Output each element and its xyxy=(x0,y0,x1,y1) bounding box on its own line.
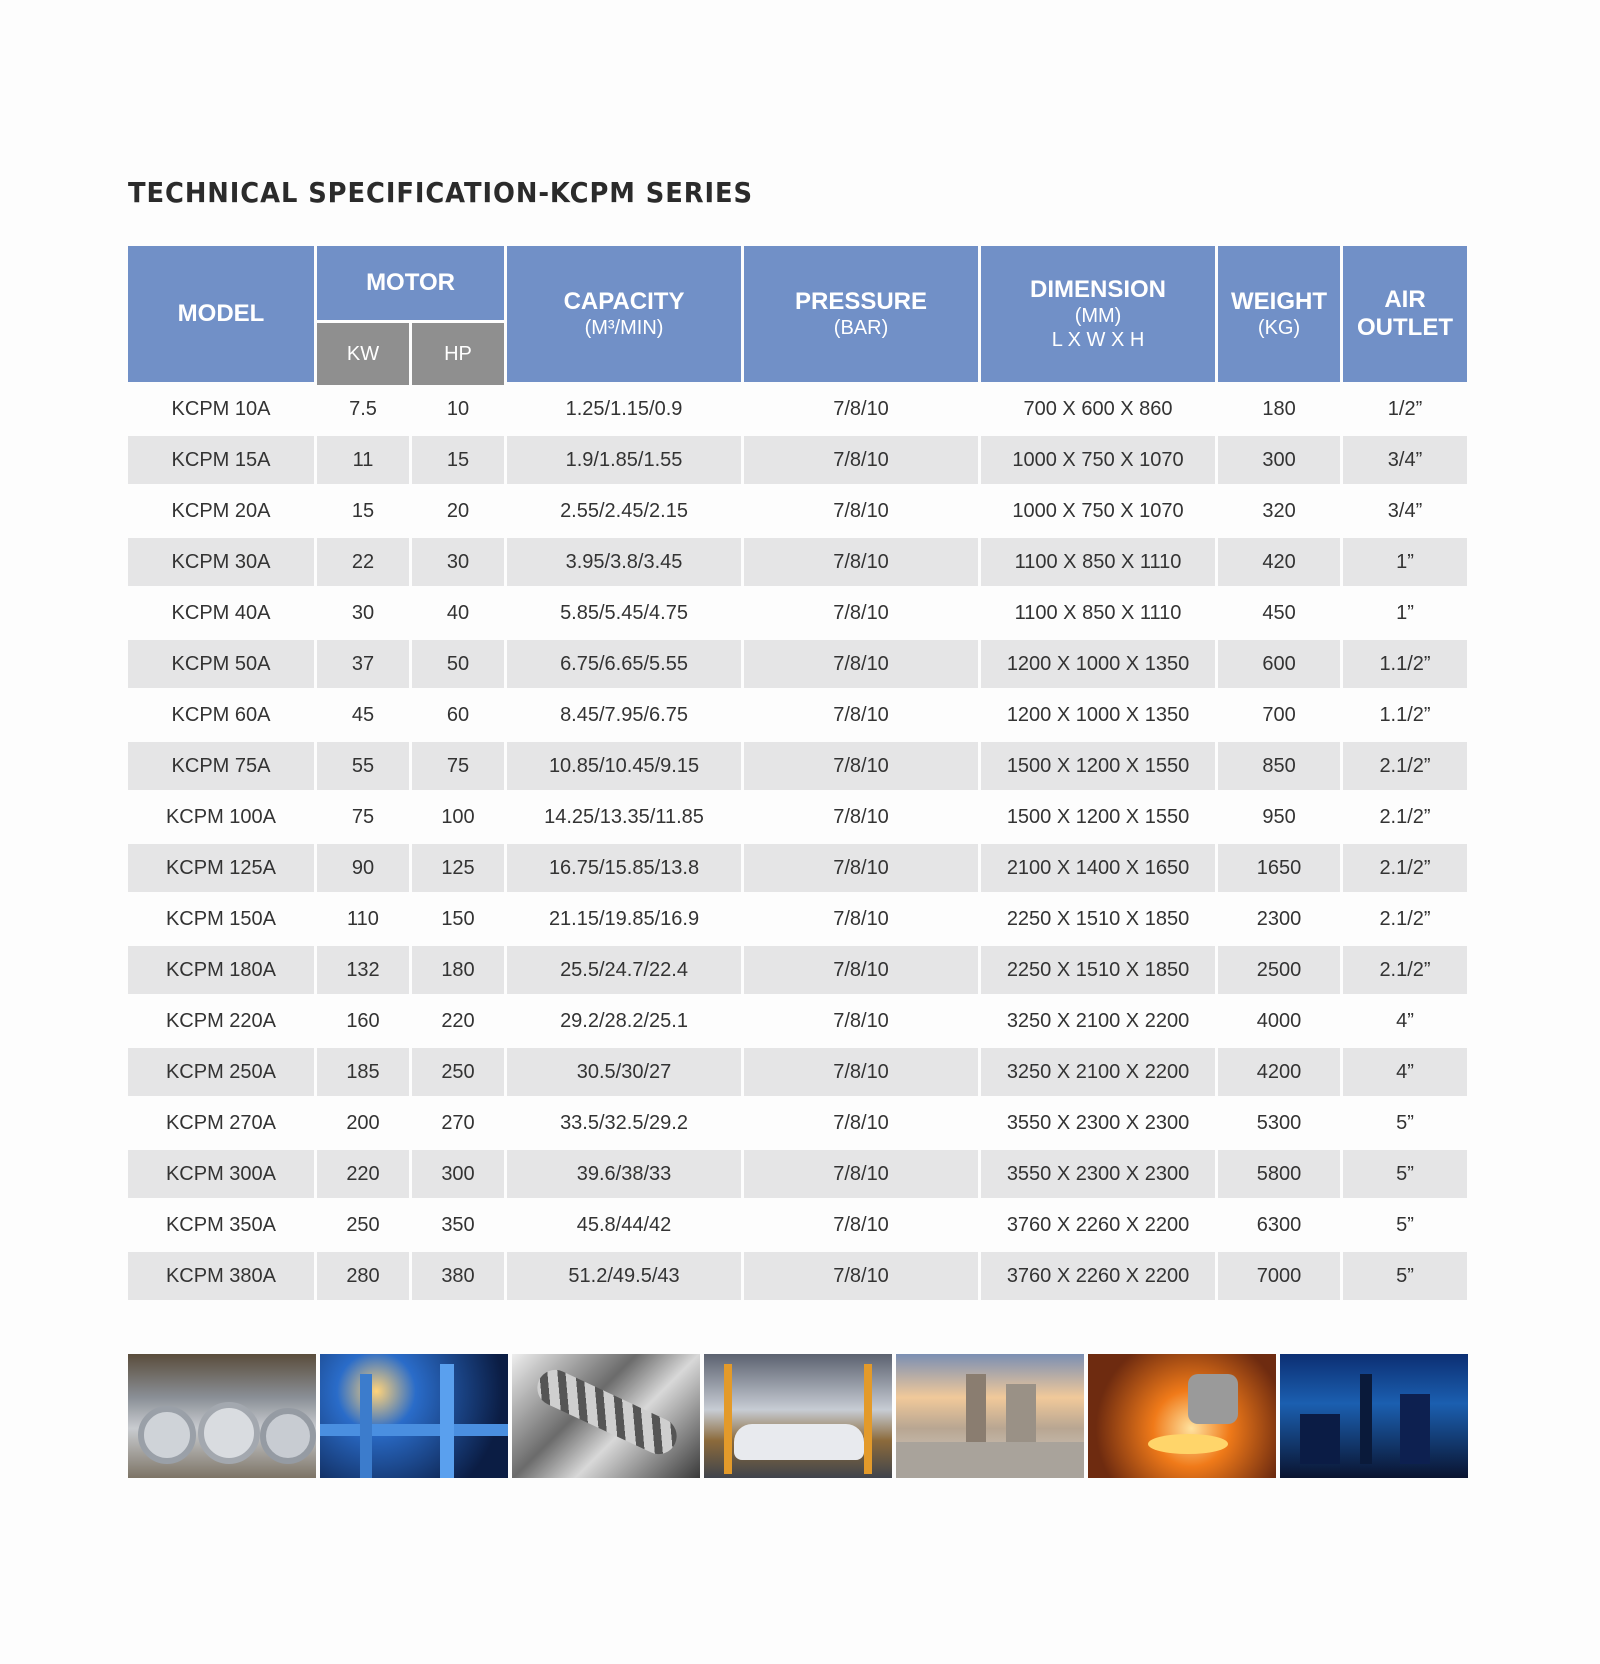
cell-hp: 270 xyxy=(412,1099,504,1150)
cell-hp: 60 xyxy=(412,691,504,742)
cell-pressure: 7/8/10 xyxy=(744,436,978,487)
cell-dimension: 3760 X 2260 X 2200 xyxy=(981,1252,1215,1303)
cell-capacity: 5.85/5.45/4.75 xyxy=(507,589,741,640)
cell-capacity: 33.5/32.5/29.2 xyxy=(507,1099,741,1150)
cell-model: KCPM 350A xyxy=(128,1201,314,1252)
cell-hp: 30 xyxy=(412,538,504,589)
cell-hp: 75 xyxy=(412,742,504,793)
cell-hp: 220 xyxy=(412,997,504,1048)
cell-weight: 950 xyxy=(1218,793,1340,844)
cell-air-outlet: 1” xyxy=(1343,589,1467,640)
cell-weight: 5800 xyxy=(1218,1150,1340,1201)
cell-hp: 40 xyxy=(412,589,504,640)
header-outlet-label: OUTLET xyxy=(1357,314,1454,341)
header-pressure-label: PRESSURE xyxy=(794,288,928,315)
header-weight-label: WEIGHT xyxy=(1231,288,1328,315)
cell-dimension: 3550 X 2300 X 2300 xyxy=(981,1099,1215,1150)
steel-coils-photo xyxy=(128,1354,316,1478)
table-row xyxy=(128,487,1467,538)
table-row xyxy=(128,895,1467,946)
cell-dimension: 1100 X 850 X 1110 xyxy=(981,538,1215,589)
cell-model: KCPM 125A xyxy=(128,844,314,895)
cell-capacity: 2.55/2.45/2.15 xyxy=(507,487,741,538)
cell-model: KCPM 15A xyxy=(128,436,314,487)
table-row xyxy=(128,589,1467,640)
cell-hp: 10 xyxy=(412,385,504,436)
cell-model: KCPM 270A xyxy=(128,1099,314,1150)
cell-capacity: 29.2/28.2/25.1 xyxy=(507,997,741,1048)
cell-kw: 110 xyxy=(317,895,409,946)
cell-pressure: 7/8/10 xyxy=(744,487,978,538)
cell-air-outlet: 1” xyxy=(1343,538,1467,589)
cell-dimension: 3550 X 2300 X 2300 xyxy=(981,1150,1215,1201)
cell-model: KCPM 150A xyxy=(128,895,314,946)
table-row xyxy=(128,793,1467,844)
header-capacity xyxy=(507,246,741,385)
cell-air-outlet: 2.1/2” xyxy=(1343,844,1467,895)
cell-capacity: 30.5/30/27 xyxy=(507,1048,741,1099)
cell-model: KCPM 300A xyxy=(128,1150,314,1201)
cell-weight: 600 xyxy=(1218,640,1340,691)
table-row xyxy=(128,844,1467,895)
cell-dimension: 700 X 600 X 860 xyxy=(981,385,1215,436)
cement-plant-photo xyxy=(896,1354,1084,1478)
screw-rotor-photo xyxy=(512,1354,700,1478)
cell-kw: 7.5 xyxy=(317,385,409,436)
cell-weight: 850 xyxy=(1218,742,1340,793)
cell-weight: 5300 xyxy=(1218,1099,1340,1150)
cell-pressure: 7/8/10 xyxy=(744,1252,978,1303)
table-row xyxy=(128,742,1467,793)
cell-weight: 7000 xyxy=(1218,1252,1340,1303)
cell-kw: 30 xyxy=(317,589,409,640)
header-model-label: MODEL xyxy=(177,300,265,327)
cell-weight: 700 xyxy=(1218,691,1340,742)
header-hp: HP xyxy=(412,323,504,385)
cell-capacity: 25.5/24.7/22.4 xyxy=(507,946,741,997)
cell-capacity: 6.75/6.65/5.55 xyxy=(507,640,741,691)
header-weight-unit: (KG) xyxy=(1257,317,1301,339)
cell-kw: 37 xyxy=(317,640,409,691)
cell-air-outlet: 2.1/2” xyxy=(1343,946,1467,997)
cell-model: KCPM 40A xyxy=(128,589,314,640)
cell-kw: 22 xyxy=(317,538,409,589)
cell-pressure: 7/8/10 xyxy=(744,640,978,691)
cell-dimension: 1200 X 1000 X 1350 xyxy=(981,691,1215,742)
header-dimension xyxy=(981,246,1215,385)
cell-capacity: 51.2/49.5/43 xyxy=(507,1252,741,1303)
cell-hp: 350 xyxy=(412,1201,504,1252)
car-assembly-photo xyxy=(704,1354,892,1478)
cell-kw: 132 xyxy=(317,946,409,997)
cell-air-outlet: 5” xyxy=(1343,1201,1467,1252)
table-row xyxy=(128,385,1467,436)
cell-pressure: 7/8/10 xyxy=(744,946,978,997)
cell-kw: 220 xyxy=(317,1150,409,1201)
header-dimension-label: DIMENSION xyxy=(1030,276,1167,303)
cell-capacity: 39.6/38/33 xyxy=(507,1150,741,1201)
cell-model: KCPM 380A xyxy=(128,1252,314,1303)
table-row xyxy=(128,946,1467,997)
table-row xyxy=(128,640,1467,691)
cell-hp: 125 xyxy=(412,844,504,895)
cell-model: KCPM 60A xyxy=(128,691,314,742)
cell-hp: 300 xyxy=(412,1150,504,1201)
cell-hp: 250 xyxy=(412,1048,504,1099)
header-model xyxy=(128,246,314,385)
cell-hp: 180 xyxy=(412,946,504,997)
cell-weight: 6300 xyxy=(1218,1201,1340,1252)
cell-kw: 90 xyxy=(317,844,409,895)
header-air-label: AIR xyxy=(1384,286,1426,313)
cell-weight: 4000 xyxy=(1218,997,1340,1048)
cell-weight: 300 xyxy=(1218,436,1340,487)
cell-model: KCPM 75A xyxy=(128,742,314,793)
cell-air-outlet: 1/2” xyxy=(1343,385,1467,436)
cell-hp: 150 xyxy=(412,895,504,946)
cell-air-outlet: 5” xyxy=(1343,1252,1467,1303)
header-motor-label: MOTOR xyxy=(366,269,455,296)
cell-kw: 15 xyxy=(317,487,409,538)
table-row xyxy=(128,1252,1467,1303)
cell-model: KCPM 250A xyxy=(128,1048,314,1099)
cell-capacity: 21.15/19.85/16.9 xyxy=(507,895,741,946)
header-capacity-unit: (M³/MIN) xyxy=(584,317,664,339)
cell-hp: 15 xyxy=(412,436,504,487)
cell-dimension: 1000 X 750 X 1070 xyxy=(981,487,1215,538)
cell-weight: 180 xyxy=(1218,385,1340,436)
steel-furnace-photo xyxy=(1088,1354,1276,1478)
cell-air-outlet: 1.1/2” xyxy=(1343,691,1467,742)
header-dimension-unit: (MM) xyxy=(1074,305,1122,327)
table-row xyxy=(128,691,1467,742)
cell-weight: 1650 xyxy=(1218,844,1340,895)
cell-air-outlet: 5” xyxy=(1343,1099,1467,1150)
cell-model: KCPM 50A xyxy=(128,640,314,691)
table-row xyxy=(128,1150,1467,1201)
spec-table xyxy=(125,246,1470,1303)
cell-dimension: 2100 X 1400 X 1650 xyxy=(981,844,1215,895)
cell-dimension: 1200 X 1000 X 1350 xyxy=(981,640,1215,691)
table-row xyxy=(128,1201,1467,1252)
cell-model: KCPM 220A xyxy=(128,997,314,1048)
cell-capacity: 8.45/7.95/6.75 xyxy=(507,691,741,742)
cell-pressure: 7/8/10 xyxy=(744,844,978,895)
page-title: TECHNICAL SPECIFICATION-KCPM SERIES xyxy=(128,176,753,209)
cell-model: KCPM 30A xyxy=(128,538,314,589)
cell-kw: 200 xyxy=(317,1099,409,1150)
cell-pressure: 7/8/10 xyxy=(744,895,978,946)
cell-air-outlet: 2.1/2” xyxy=(1343,742,1467,793)
cell-capacity: 1.25/1.15/0.9 xyxy=(507,385,741,436)
cell-model: KCPM 10A xyxy=(128,385,314,436)
table-row xyxy=(128,436,1467,487)
cell-capacity: 1.9/1.85/1.55 xyxy=(507,436,741,487)
cell-kw: 55 xyxy=(317,742,409,793)
cell-pressure: 7/8/10 xyxy=(744,742,978,793)
cell-air-outlet: 3/4” xyxy=(1343,487,1467,538)
cell-pressure: 7/8/10 xyxy=(744,1150,978,1201)
cell-pressure: 7/8/10 xyxy=(744,589,978,640)
cell-pressure: 7/8/10 xyxy=(744,1201,978,1252)
cell-dimension: 3250 X 2100 X 2200 xyxy=(981,1048,1215,1099)
cell-weight: 2500 xyxy=(1218,946,1340,997)
cell-hp: 20 xyxy=(412,487,504,538)
cell-capacity: 10.85/10.45/9.15 xyxy=(507,742,741,793)
cell-dimension: 3250 X 2100 X 2200 xyxy=(981,997,1215,1048)
cell-kw: 11 xyxy=(317,436,409,487)
refinery-night-photo xyxy=(1280,1354,1468,1478)
cell-model: KCPM 180A xyxy=(128,946,314,997)
header-air-outlet xyxy=(1343,246,1467,385)
industry-gallery xyxy=(128,1354,1468,1478)
cell-kw: 75 xyxy=(317,793,409,844)
cell-pressure: 7/8/10 xyxy=(744,1048,978,1099)
cell-pressure: 7/8/10 xyxy=(744,385,978,436)
cell-air-outlet: 2.1/2” xyxy=(1343,793,1467,844)
cell-model: KCPM 100A xyxy=(128,793,314,844)
cell-capacity: 14.25/13.35/11.85 xyxy=(507,793,741,844)
cell-kw: 45 xyxy=(317,691,409,742)
cell-air-outlet: 5” xyxy=(1343,1150,1467,1201)
table-row xyxy=(128,1048,1467,1099)
cell-dimension: 1500 X 1200 X 1550 xyxy=(981,793,1215,844)
cell-pressure: 7/8/10 xyxy=(744,793,978,844)
cell-model: KCPM 20A xyxy=(128,487,314,538)
cell-kw: 160 xyxy=(317,997,409,1048)
header-motor xyxy=(317,246,504,323)
cell-pressure: 7/8/10 xyxy=(744,997,978,1048)
cell-air-outlet: 4” xyxy=(1343,1048,1467,1099)
cell-kw: 280 xyxy=(317,1252,409,1303)
cell-weight: 450 xyxy=(1218,589,1340,640)
cell-pressure: 7/8/10 xyxy=(744,691,978,742)
cell-air-outlet: 2.1/2” xyxy=(1343,895,1467,946)
cell-air-outlet: 4” xyxy=(1343,997,1467,1048)
cell-hp: 100 xyxy=(412,793,504,844)
cell-dimension: 2250 X 1510 X 1850 xyxy=(981,895,1215,946)
cell-hp: 380 xyxy=(412,1252,504,1303)
cell-weight: 2300 xyxy=(1218,895,1340,946)
cell-pressure: 7/8/10 xyxy=(744,538,978,589)
cell-capacity: 45.8/44/42 xyxy=(507,1201,741,1252)
cell-dimension: 1500 X 1200 X 1550 xyxy=(981,742,1215,793)
cell-hp: 50 xyxy=(412,640,504,691)
cell-weight: 420 xyxy=(1218,538,1340,589)
header-capacity-label: CAPACITY xyxy=(563,288,685,315)
cell-dimension: 1000 X 750 X 1070 xyxy=(981,436,1215,487)
cell-kw: 185 xyxy=(317,1048,409,1099)
table-row xyxy=(128,538,1467,589)
table-row xyxy=(128,1099,1467,1150)
spec-table-body xyxy=(128,385,1467,1303)
header-weight xyxy=(1218,246,1340,385)
cell-dimension: 3760 X 2260 X 2200 xyxy=(981,1201,1215,1252)
cell-dimension: 1100 X 850 X 1110 xyxy=(981,589,1215,640)
header-kw: KW xyxy=(317,323,409,385)
table-row xyxy=(128,997,1467,1048)
cell-air-outlet: 3/4” xyxy=(1343,436,1467,487)
header-pressure-unit: (BAR) xyxy=(833,317,889,339)
cell-capacity: 16.75/15.85/13.8 xyxy=(507,844,741,895)
header-pressure xyxy=(744,246,978,385)
cell-weight: 320 xyxy=(1218,487,1340,538)
cell-dimension: 2250 X 1510 X 1850 xyxy=(981,946,1215,997)
cell-kw: 250 xyxy=(317,1201,409,1252)
cell-air-outlet: 1.1/2” xyxy=(1343,640,1467,691)
cell-weight: 4200 xyxy=(1218,1048,1340,1099)
header-dimension-axes: L X W X H xyxy=(1051,329,1145,351)
industrial-pipes-photo xyxy=(320,1354,508,1478)
cell-pressure: 7/8/10 xyxy=(744,1099,978,1150)
cell-capacity: 3.95/3.8/3.45 xyxy=(507,538,741,589)
